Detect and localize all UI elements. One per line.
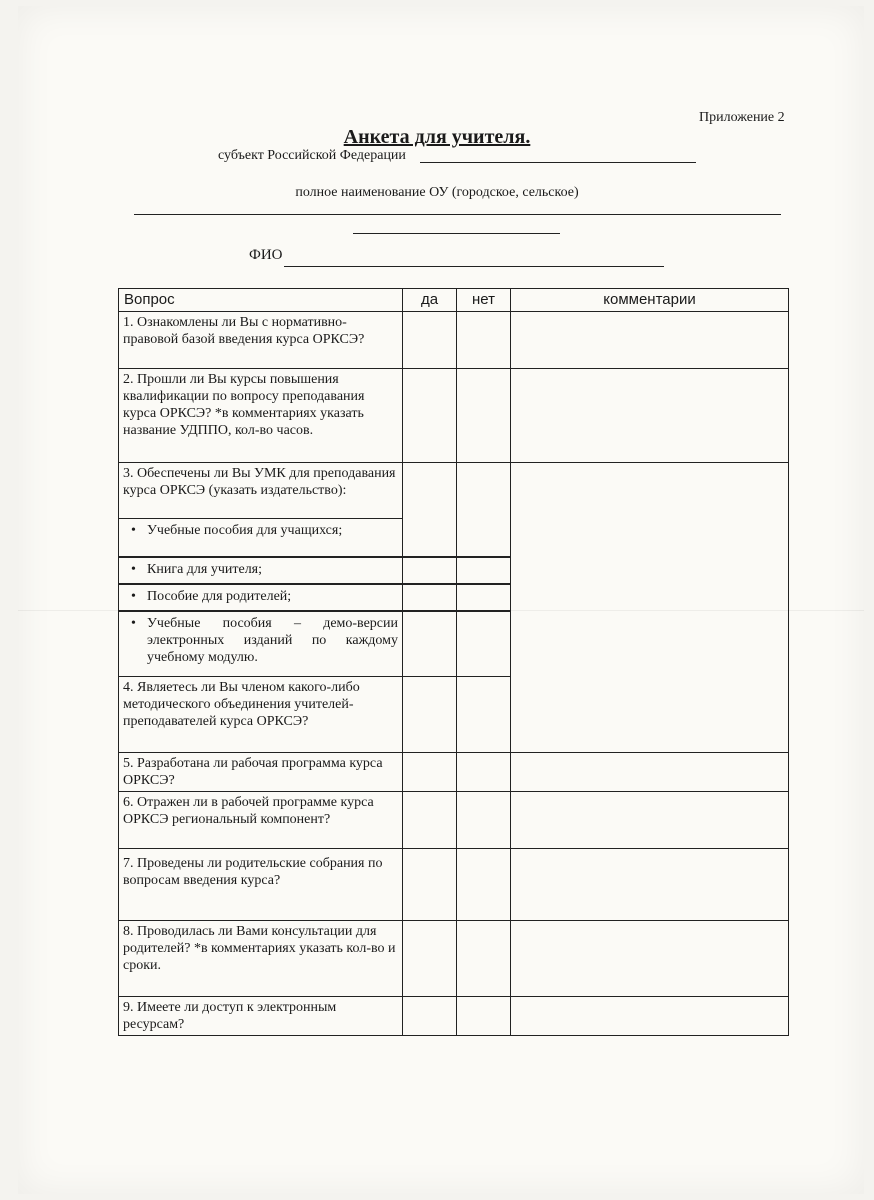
answer-yes-cell[interactable] [403, 753, 457, 792]
answer-yes-cell[interactable] [403, 369, 457, 463]
answer-no-cell[interactable] [457, 792, 511, 849]
table-row [119, 792, 789, 849]
answer-yes-cell[interactable] [403, 557, 457, 584]
comment-cell[interactable] [511, 753, 789, 792]
question-2: 2. Прошли ли Вы курсы повышения квалификации по вопросу преподавания курса ОРКСЭ? *в комментариях указать название УДППО, кол-во часов. [119, 369, 403, 463]
answer-no-cell[interactable] [457, 677, 511, 753]
question-3: 3. Обеспечены ли Вы УМК для преподавания курса ОРКСЭ (указать издательство): [119, 463, 403, 519]
table-row [119, 463, 789, 519]
table-row [119, 312, 789, 369]
answer-no-cell[interactable] [457, 584, 511, 611]
comment-cell[interactable] [511, 997, 789, 1036]
answer-no-cell[interactable] [457, 849, 511, 921]
answer-no-cell[interactable] [457, 997, 511, 1036]
answer-yes-cell[interactable] [403, 997, 457, 1036]
ou-label: полное наименование ОУ (городское, сельское) [295, 185, 579, 200]
question-4: 4. Являетесь ли Вы членом какого-либо методического объединения учителей-преподавателей курса ОРКСЭ? [119, 677, 403, 753]
comment-cell-question-3[interactable] [511, 463, 789, 753]
fio-field[interactable] [284, 266, 664, 267]
answer-yes-cell[interactable] [403, 677, 457, 753]
answer-yes-cell[interactable] [403, 611, 457, 677]
ou-field-line-1[interactable] [134, 214, 781, 215]
comment-cell[interactable] [511, 921, 789, 997]
answer-no-cell[interactable] [457, 921, 511, 997]
question-1: 1. Ознакомлены ли Вы с нормативно-правовой базой введения курса ОРКСЭ? [119, 312, 403, 369]
comment-cell[interactable] [511, 369, 789, 463]
table-row [119, 921, 789, 997]
table-row [119, 369, 789, 463]
table-row [119, 753, 789, 792]
fio-label: ФИО [249, 247, 283, 263]
question-3-item-student-books: • Учебные пособия для учащихся; [119, 519, 403, 557]
answer-yes-cell[interactable] [403, 584, 457, 611]
answer-no-cell[interactable] [457, 312, 511, 369]
comment-cell[interactable] [511, 312, 789, 369]
answer-no-cell[interactable] [457, 611, 511, 677]
col-question: Вопрос [119, 289, 403, 312]
form-title: Анкета для учителя. [343, 126, 531, 148]
question-3-item-parent-guide: • Пособие для родителей; [119, 584, 403, 611]
comment-cell[interactable] [511, 849, 789, 921]
table-row [119, 997, 789, 1036]
table-row [119, 849, 789, 921]
question-7: 7. Проведены ли родительские собрания по вопросам введения курса? [119, 849, 403, 921]
question-8: 8. Проводилась ли Вами консультации для родителей? *в комментариях указать кол-во и сроки. [119, 921, 403, 997]
answer-no-cell[interactable] [457, 753, 511, 792]
answer-yes-cell[interactable] [403, 921, 457, 997]
survey-table [118, 288, 789, 1036]
question-6: 6. Отражен ли в рабочей программе курса ОРКСЭ региональный компонент? [119, 792, 403, 849]
answer-yes-cell[interactable] [403, 463, 457, 557]
answer-no-cell[interactable] [457, 463, 511, 557]
question-3-item-demo-versions: • Учебные пособия – демо-версии электронных изданий по каждому учебному модулю. [119, 611, 403, 677]
col-yes: да [403, 289, 457, 312]
subject-field[interactable] [420, 162, 696, 163]
answer-yes-cell[interactable] [403, 312, 457, 369]
answer-no-cell[interactable] [457, 557, 511, 584]
table-header-row [119, 289, 789, 312]
question-3-item-teacher-book: • Книга для учителя; [119, 557, 403, 584]
answer-yes-cell[interactable] [403, 849, 457, 921]
answer-yes-cell[interactable] [403, 792, 457, 849]
col-comments: комментарии [511, 289, 789, 312]
question-9: 9. Имеете ли доступ к электронным ресурсам? [119, 997, 403, 1036]
answer-no-cell[interactable] [457, 369, 511, 463]
appendix-label: Приложение 2 [699, 110, 785, 125]
comment-cell[interactable] [511, 792, 789, 849]
subject-label: субъект Российской Федерации [218, 148, 406, 163]
col-no: нет [457, 289, 511, 312]
question-5: 5. Разработана ли рабочая программа курса ОРКСЭ? [119, 753, 403, 792]
ou-field-line-2[interactable] [353, 233, 560, 234]
